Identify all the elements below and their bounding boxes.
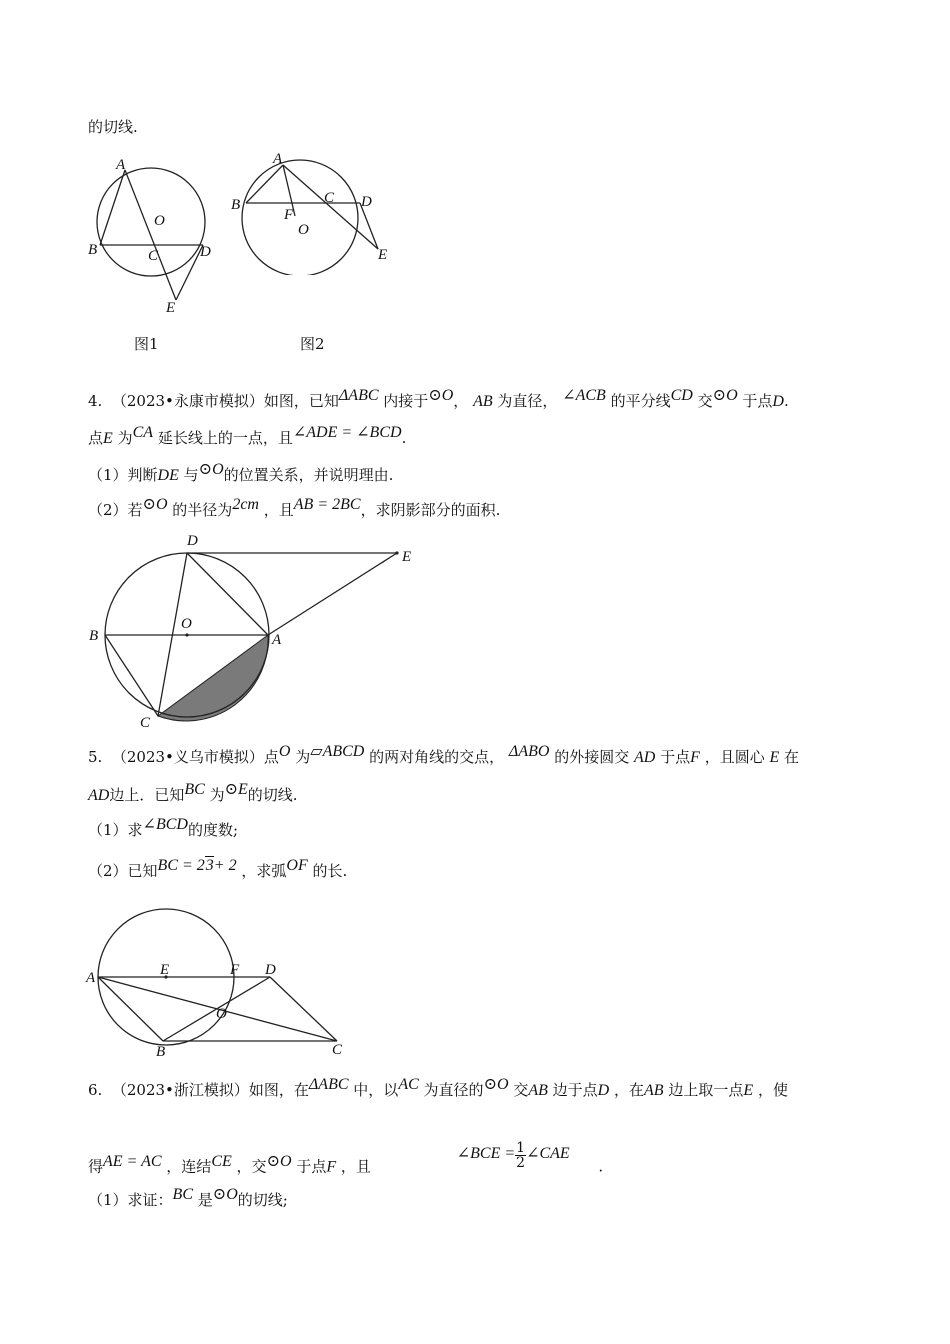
q6-stem-line-1: 6. （2023•浙江模拟）如图，在ΔABC 中，以AC 为直径的⊙O 交AB 边于点D ，在AB 边上取一点E ，使: [88, 1076, 788, 1099]
fraction-one-half: $\frac{1}{2}$: [516, 1140, 526, 1171]
label-b: B: [231, 197, 241, 213]
label-c: C: [148, 248, 159, 264]
label-o: O: [216, 1006, 227, 1022]
label-a: A: [273, 151, 283, 167]
label-d: D: [265, 962, 276, 978]
label-b: B: [156, 1044, 166, 1060]
q5-stem-line-1: 5. （2023•义乌市模拟）点O 为▱ABCD 的两对角线的交点， ΔABO 的外接圆交 AD 于点F ，且圆心 E 在: [88, 743, 800, 766]
circle-o: [242, 160, 358, 275]
label-b: B: [89, 628, 99, 644]
q4-part-1: （1）判断DE 与⊙O的位置关系，并说明理由.: [88, 461, 394, 484]
q5-stem-line-2: AD边上．已知BC 为⊙E的切线.: [88, 781, 298, 804]
label-o: O: [298, 222, 309, 238]
label-c: C: [140, 715, 151, 730]
q4-part-2: （2）若⊙O 的半径为2cm ，且AB = 2BC，求阴影部分的面积.: [88, 496, 501, 519]
q6-stem-line-2: 得AE = AC ，连结CE ，交⊙O 于点F ，且 ∠BCE = $\frac{1}{2}$ ∠CAE .: [88, 1140, 604, 1176]
label-d: D: [361, 194, 372, 210]
label-f: F: [284, 207, 294, 223]
label-d: D: [187, 533, 198, 549]
label-c: C: [332, 1042, 343, 1058]
label-b: B: [88, 242, 98, 258]
label-c: C: [324, 190, 335, 206]
label-a: A: [116, 157, 126, 173]
label-o: O: [154, 213, 165, 229]
q4-stem-line-1: 4. （2023•永康市模拟）如图，已知ΔABC 内接于⊙O， AB 为直径， ∠ACB 的平分线CD 交⊙O 于点D.: [88, 387, 789, 410]
q5-part-2: （2）已知BC = 23+ 2 ，求弧OF 的长.: [88, 857, 348, 880]
figure-2: [228, 145, 398, 275]
figure-1: [80, 150, 230, 320]
figure-2-caption: 图2: [300, 335, 325, 353]
label-o: O: [181, 616, 192, 632]
shaded-region: [158, 635, 268, 721]
label-d: D: [200, 244, 211, 260]
label-a: A: [272, 632, 282, 648]
label-e: E: [378, 247, 388, 263]
figure-q5: [80, 888, 370, 1063]
q5-part-1: （1）求∠BCD的度数;: [88, 816, 239, 839]
label-e: E: [166, 300, 176, 316]
q6-part-1: （1）求证：BC 是⊙O的切线;: [88, 1186, 288, 1209]
figure-q4: [80, 530, 430, 730]
label-e: E: [160, 962, 170, 978]
label-f: F: [230, 962, 240, 978]
figure-1-caption: 图1: [134, 335, 159, 353]
label-a: A: [86, 970, 96, 986]
q4-stem-line-2: 点E 为CA 延长线上的一点，且∠ADE = ∠BCD.: [88, 424, 407, 447]
continuation-text: 的切线.: [88, 118, 138, 136]
label-e: E: [402, 549, 412, 565]
